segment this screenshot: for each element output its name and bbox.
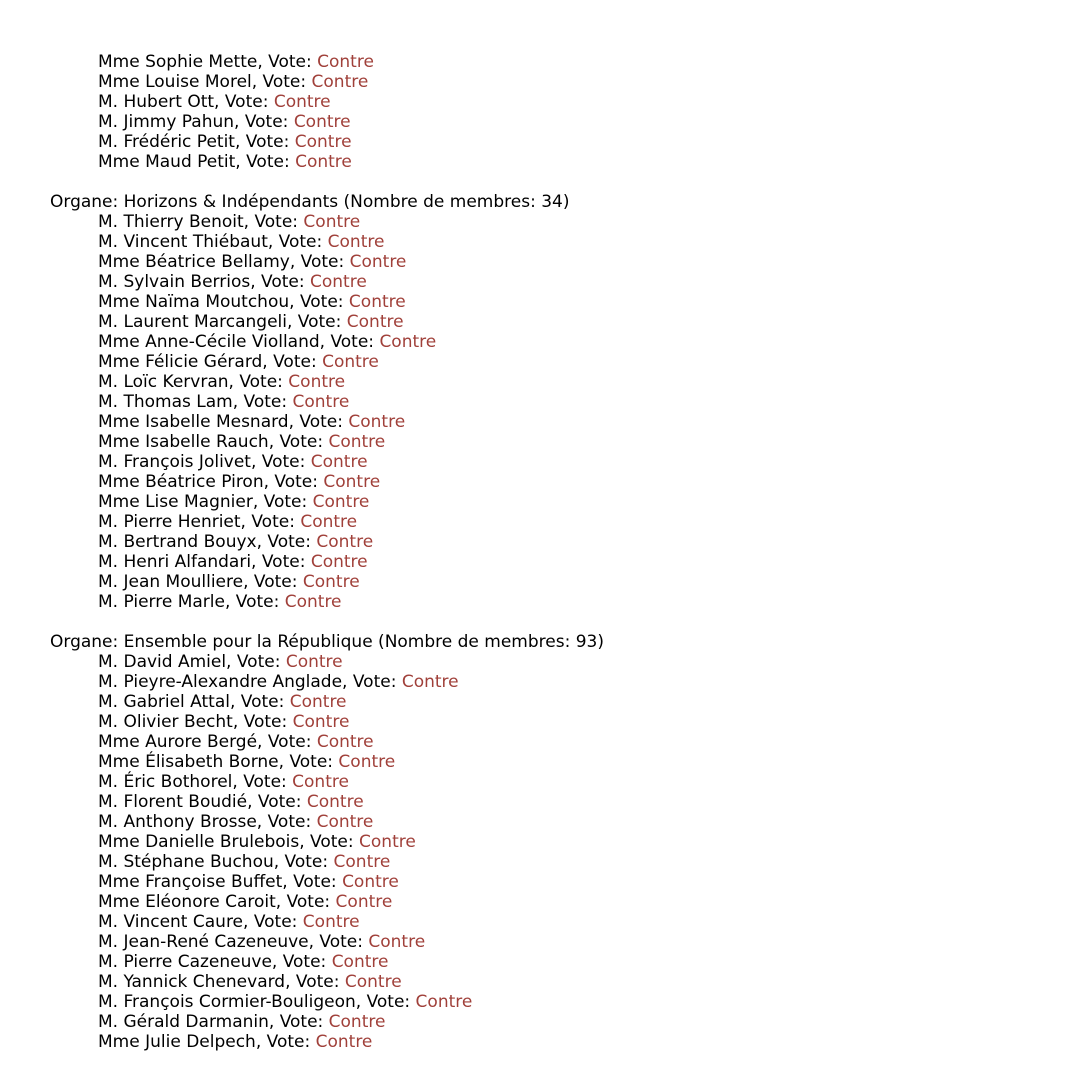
member-vote-row xyxy=(50,52,604,72)
vote-value: Contre xyxy=(315,1032,373,1052)
member-vote-row xyxy=(50,992,604,1012)
member-name: Mme Naïma Moutchou, Vote: xyxy=(98,292,349,312)
vote-value: Contre xyxy=(284,592,342,612)
member-vote-row xyxy=(50,712,604,732)
vote-value: Contre xyxy=(289,692,347,712)
member-name: Mme Lise Magnier, Vote: xyxy=(98,492,313,512)
member-name: M. Vincent Thiébaut, Vote: xyxy=(98,232,328,252)
vote-value: Contre xyxy=(328,432,386,452)
member-vote-row xyxy=(50,692,604,712)
member-name: Mme Eléonore Caroit, Vote: xyxy=(98,892,336,912)
member-name: M. Sylvain Berrios, Vote: xyxy=(98,272,310,292)
vote-value: Contre xyxy=(317,52,374,72)
member-name: M. Éric Bothorel, Vote: xyxy=(98,772,293,792)
member-vote-row xyxy=(50,932,604,952)
member-vote-row xyxy=(50,332,604,352)
member-vote-row xyxy=(50,872,604,892)
member-name: Mme Maud Petit, Vote: xyxy=(98,152,296,172)
member-name: M. David Amiel, Vote: xyxy=(98,652,286,672)
vote-value: Contre xyxy=(327,232,385,252)
member-vote-row xyxy=(50,312,604,332)
member-vote-row xyxy=(50,112,604,132)
vote-value: Contre xyxy=(335,892,393,912)
member-name: M. Pierre Cazeneuve, Vote: xyxy=(98,952,332,972)
member-name: Mme Félicie Gérard, Vote: xyxy=(98,352,323,372)
member-vote-row xyxy=(50,232,604,252)
member-vote-row xyxy=(50,452,604,472)
vote-value: Contre xyxy=(312,492,370,512)
vote-value: Contre xyxy=(346,312,404,332)
vote-value: Contre xyxy=(348,412,406,432)
member-vote-row xyxy=(50,352,604,372)
vote-value: Contre xyxy=(368,932,426,952)
member-vote-row xyxy=(50,652,604,672)
member-name: Mme Aurore Bergé, Vote: xyxy=(98,732,317,752)
vote-value: Contre xyxy=(348,292,406,312)
member-name: M. Yannick Chenevard, Vote: xyxy=(98,972,345,992)
member-name: Mme Louise Morel, Vote: xyxy=(98,72,312,92)
member-name: M. Pierre Marle, Vote: xyxy=(98,592,285,612)
member-vote-row xyxy=(50,912,604,932)
vote-value: Contre xyxy=(328,1012,386,1032)
member-name: M. Laurent Marcangeli, Vote: xyxy=(98,312,347,332)
vote-value: Contre xyxy=(292,772,349,792)
member-vote-row xyxy=(50,732,604,752)
vote-value: Contre xyxy=(331,952,389,972)
member-vote-row xyxy=(50,392,604,412)
member-vote-row xyxy=(50,472,604,492)
member-name: M. Anthony Brosse, Vote: xyxy=(98,812,317,832)
vote-value: Contre xyxy=(294,132,352,152)
vote-value: Contre xyxy=(310,552,368,572)
vote-value: Contre xyxy=(338,752,396,772)
vote-value: Contre xyxy=(302,912,360,932)
member-vote-row xyxy=(50,892,604,912)
member-name: Mme Isabelle Rauch, Vote: xyxy=(98,432,329,452)
member-vote-row xyxy=(50,132,604,152)
vote-value: Contre xyxy=(310,272,367,292)
member-vote-row xyxy=(50,1012,604,1032)
vote-value: Contre xyxy=(293,112,351,132)
member-name: M. Frédéric Petit, Vote: xyxy=(98,132,295,152)
member-vote-row xyxy=(50,852,604,872)
member-vote-row xyxy=(50,812,604,832)
member-name: M. Jean-René Cazeneuve, Vote: xyxy=(98,932,369,952)
member-name: Mme Béatrice Bellamy, Vote: xyxy=(98,252,350,272)
member-vote-row xyxy=(50,772,604,792)
member-vote-row xyxy=(50,952,604,972)
member-name: Mme Julie Delpech, Vote: xyxy=(98,1032,316,1052)
member-vote-row xyxy=(50,252,604,272)
member-vote-row xyxy=(50,532,604,552)
vote-value: Contre xyxy=(285,652,343,672)
vote-value: Contre xyxy=(300,512,358,532)
member-vote-row xyxy=(50,72,604,92)
vote-value: Contre xyxy=(323,472,381,492)
member-name: Mme Élisabeth Borne, Vote: xyxy=(98,752,339,772)
member-vote-row xyxy=(50,672,604,692)
member-vote-row xyxy=(50,972,604,992)
vote-listing xyxy=(50,52,604,1052)
member-vote-row xyxy=(50,552,604,572)
vote-value: Contre xyxy=(295,152,352,172)
vote-value: Contre xyxy=(322,352,379,372)
vote-value: Contre xyxy=(333,852,391,872)
vote-value: Contre xyxy=(292,392,350,412)
member-name: M. Thierry Benoit, Vote: xyxy=(98,212,304,232)
organ-header: Organe: Horizons & Indépendants (Nombre de membres: 34) xyxy=(50,192,570,212)
member-name: M. Gabriel Attal, Vote: xyxy=(98,692,290,712)
vote-value: Contre xyxy=(311,72,369,92)
member-name: M. François Jolivet, Vote: xyxy=(98,452,311,472)
member-vote-row xyxy=(50,432,604,452)
member-name: Mme Béatrice Piron, Vote: xyxy=(98,472,324,492)
member-name: M. Thomas Lam, Vote: xyxy=(98,392,293,412)
member-name: M. Loïc Kervran, Vote: xyxy=(98,372,289,392)
member-name: M. Gérald Darmanin, Vote: xyxy=(98,1012,329,1032)
member-vote-row xyxy=(50,592,604,612)
vote-value: Contre xyxy=(415,992,473,1012)
vote-value: Contre xyxy=(401,672,459,692)
member-name: M. Bertrand Bouyx, Vote: xyxy=(98,532,317,552)
member-name: M. François Cormier-Bouligeon, Vote: xyxy=(98,992,416,1012)
member-vote-row xyxy=(50,792,604,812)
member-vote-row xyxy=(50,212,604,232)
member-vote-row xyxy=(50,572,604,592)
vote-value: Contre xyxy=(344,972,402,992)
vote-value: Contre xyxy=(292,712,350,732)
member-vote-row xyxy=(50,752,604,772)
vote-value: Contre xyxy=(310,452,368,472)
member-vote-row xyxy=(50,832,604,852)
vote-value: Contre xyxy=(316,732,374,752)
member-vote-row xyxy=(50,152,604,172)
vote-value: Contre xyxy=(379,332,437,352)
vote-value: Contre xyxy=(349,252,407,272)
member-name: M. Florent Boudié, Vote: xyxy=(98,792,307,812)
member-name: M. Vincent Caure, Vote: xyxy=(98,912,303,932)
member-name: Mme Anne-Cécile Violland, Vote: xyxy=(98,332,380,352)
member-name: M. Stéphane Buchou, Vote: xyxy=(98,852,334,872)
vote-value: Contre xyxy=(273,92,331,112)
member-vote-row xyxy=(50,372,604,392)
member-vote-row xyxy=(50,292,604,312)
member-vote-row xyxy=(50,272,604,292)
vote-value: Contre xyxy=(316,532,374,552)
vote-value: Contre xyxy=(342,872,399,892)
member-name: Mme Françoise Buffet, Vote: xyxy=(98,872,343,892)
vote-value: Contre xyxy=(288,372,346,392)
member-vote-row xyxy=(50,512,604,532)
member-name: M. Hubert Ott, Vote: xyxy=(98,92,274,112)
vote-value: Contre xyxy=(359,832,416,852)
member-name: M. Jean Moulliere, Vote: xyxy=(98,572,303,592)
vote-value: Contre xyxy=(316,812,374,832)
member-name: M. Pieyre-Alexandre Anglade, Vote: xyxy=(98,672,402,692)
vote-value: Contre xyxy=(306,792,364,812)
section-spacer xyxy=(50,172,604,192)
organ-header: Organe: Ensemble pour la République (Nombre de membres: 93) xyxy=(50,632,604,652)
member-name: M. Pierre Henriet, Vote: xyxy=(98,512,301,532)
member-vote-row xyxy=(50,492,604,512)
member-name: Mme Danielle Brulebois, Vote: xyxy=(98,832,360,852)
member-name: M. Henri Alfandari, Vote: xyxy=(98,552,311,572)
member-name: M. Jimmy Pahun, Vote: xyxy=(98,112,294,132)
member-name: Mme Sophie Mette, Vote: xyxy=(98,52,318,72)
member-vote-row xyxy=(50,92,604,112)
member-name: M. Olivier Becht, Vote: xyxy=(98,712,293,732)
vote-value: Contre xyxy=(303,212,361,232)
member-vote-row xyxy=(50,1032,604,1052)
section-spacer xyxy=(50,612,604,632)
member-vote-row xyxy=(50,412,604,432)
member-name: Mme Isabelle Mesnard, Vote: xyxy=(98,412,349,432)
vote-value: Contre xyxy=(302,572,360,592)
